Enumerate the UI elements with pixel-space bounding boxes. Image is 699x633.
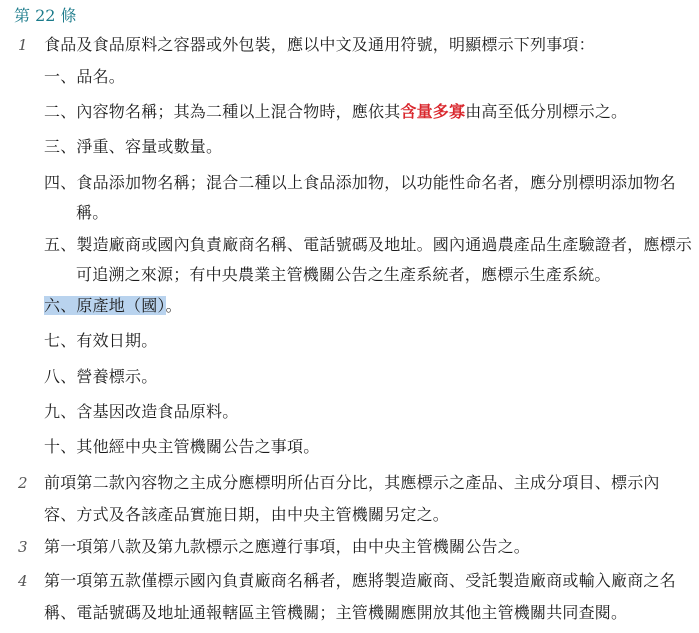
paragraph-text: 食品及食品原料之容器或外包裝，應以中文及通用符號，明顯標示下列事項：: [44, 35, 595, 54]
list-item-9: [44, 397, 689, 427]
list-item-4: [44, 168, 689, 228]
list-item-text: 三、淨重、容量或數量。: [44, 137, 223, 156]
article-title: 第 22 條: [14, 6, 77, 25]
list-item-5: [44, 230, 693, 290]
paragraph-number: 1: [18, 36, 28, 54]
list-item-7: [44, 326, 689, 356]
list-item-text-continued: 稱。: [76, 203, 109, 222]
list-item-text: 八、營養標示。: [44, 367, 158, 386]
list-item-text: 由高至低分別標示之。: [465, 102, 628, 121]
list-item-text: 五、製造廠商或國內負責廠商名稱、電話號碼及地址。國內通過農產品生產驗證者，應標示: [44, 235, 693, 254]
list-item-8: [44, 362, 689, 392]
list-item-text: 四、食品添加物名稱；混合二種以上食品添加物，以功能性命名者，應分別標明添加物名: [44, 173, 676, 192]
list-item-text: 。: [165, 296, 182, 315]
list-item-text: 一、品名。: [44, 67, 126, 86]
list-item-text: 九、含基因改造食品原料。: [44, 402, 239, 421]
paragraph-number: 4: [18, 572, 28, 590]
paragraph-text: 第一項第五款僅標示國內負責廠商名稱者，應將製造廠商、受託製造廠商或輸入廠商之名稱、電話號碼及地址通報轄區主管機關；主管機關應開放其他主管機關共同查閱。: [44, 571, 676, 622]
list-item-1: [44, 62, 689, 92]
list-item-10: [44, 432, 689, 462]
list-item-text: 二、內容物名稱；其為二種以上混合物時，應依其: [44, 102, 401, 121]
list-item-2: [44, 97, 689, 127]
paragraph-number: 2: [18, 474, 28, 492]
paragraph-text: 第一項第八款及第九款標示之應遵行事項，由中央主管機關公告之。: [44, 537, 531, 556]
emphasis-text: 含量多寡: [400, 102, 466, 121]
list-item-6: [44, 291, 689, 321]
list-item-3: [44, 132, 689, 162]
paragraph-text: 前項第二款內容物之主成分應標明所佔百分比，其應標示之產品、主成分項目、標示內容、方式及各該產品實施日期，由中央主管機關另定之。: [44, 473, 660, 524]
list-item-text-continued: 可追溯之來源；有中央農業主管機關公告之生產系統者，應標示生產系統。: [76, 265, 611, 284]
selected-text[interactable]: 六、原產地（國）: [44, 296, 166, 315]
list-item-text: 七、有效日期。: [44, 331, 158, 350]
paragraph-number: 3: [18, 538, 28, 556]
list-item-text: 十、其他經中央主管機關公告之事項。: [44, 437, 320, 456]
